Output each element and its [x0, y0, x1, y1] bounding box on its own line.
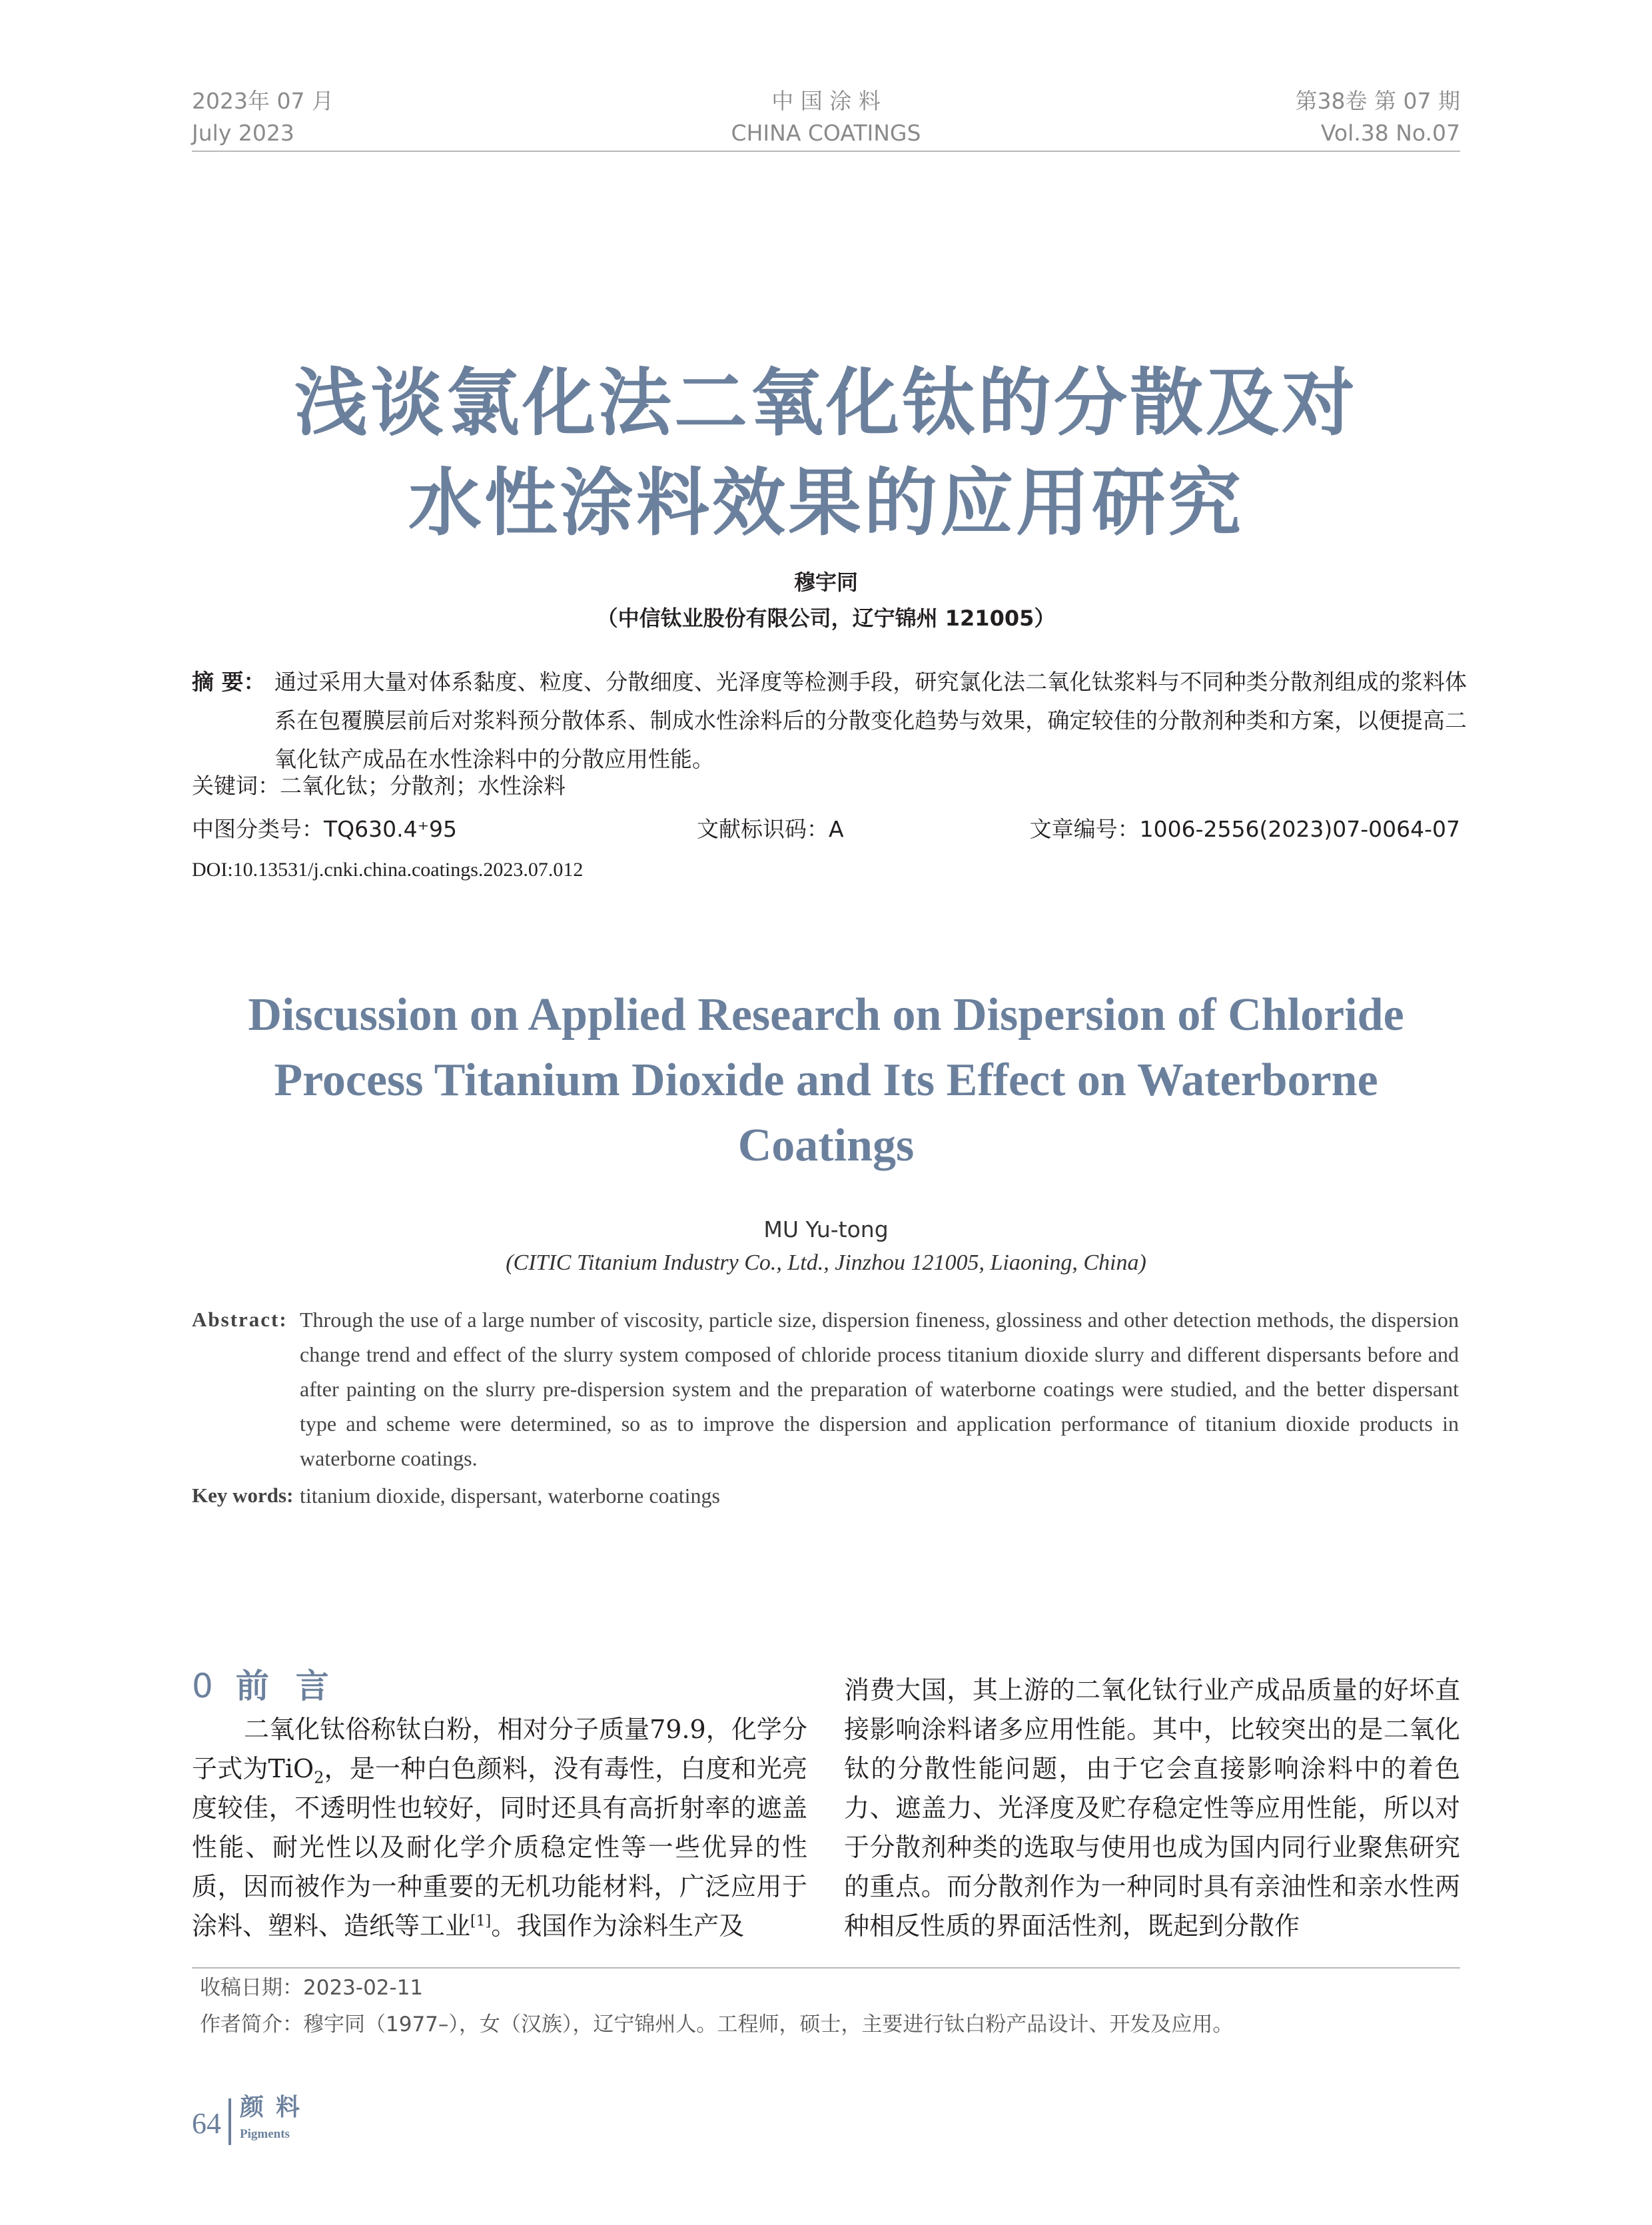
article-number: 文章编号：1006-2556(2023)07-0064-07 [1029, 816, 1460, 842]
header-journal-zh: 中 国 涂 料 [771, 88, 881, 114]
section-title: 前言 [235, 1667, 356, 1705]
clc-number: 中图分类号：TQ630.4⁺95 [192, 816, 458, 842]
header-date-zh: 2023年 07 月 [192, 88, 334, 114]
header-date [192, 85, 334, 149]
title-en-line3: Coatings [737, 1120, 915, 1171]
footnote-divider [192, 1967, 1460, 1969]
author-bio: 作者简介：穆宇同（1977–），女（汉族），辽宁锦州人。工程师，硕士，主要进行钛白粉产品设计、开发及应用。 [200, 2012, 1234, 2036]
section-number: 0 [192, 1667, 213, 1705]
keywords-en-label: Key words: [192, 1484, 294, 1507]
keywords-en-text: titanium dioxide, dispersant, waterborne coatings [300, 1484, 720, 1508]
author-en: MU Yu-tong [763, 1216, 889, 1242]
citation-ref[interactable]: [1] [470, 1913, 492, 1930]
received-date: 收稿日期：2023-02-11 [200, 1976, 424, 2000]
author-zh: 穆宇同 [793, 570, 858, 595]
abstract-en-text: Through the use of a large number of viscosity, particle size, dispersion fineness, glossiness and other detection methods, the dispersion change trend and effect of the slurry system composed of chloride process titanium dioxide slurry and different dispersants before and after painting on the slurry pre-dispersion system and the preparation of waterborne coatings were studied, and the better dispersant type and scheme were determined, so as to improve the dispersion and application performance of titanium dioxide products in waterborne coatings. [300, 1308, 1459, 1470]
header-volume-en: Vol.38 No.07 [1320, 120, 1460, 146]
footer-journal-en: Pigments [240, 2127, 290, 2141]
header-volume [1296, 85, 1460, 149]
header-journal [693, 85, 959, 149]
body-left-part1: 二氧化钛俗称钛白粉，相对分子质量79.9，化学分子式为TiO [192, 1715, 807, 1783]
body-column-right: 消费大国，其上游的二氧化钛行业产成品质量的好坏直接影响涂料诸多应用性能。其中，比较突出的是二氧化钛的分散性能问题，由于它会直接影响涂料中的着色力、遮盖力、光泽度及贮存稳定性等应用性能，所以对于分散剂种类的选取与使用也成为国内同行业聚焦研究的重点。而分散剂作为一种同时具有亲油性和亲水性两种相反性质的界面活性剂，既起到分散作 [844, 1675, 1460, 1941]
header-date-en: July 2023 [192, 120, 294, 146]
footer-divider [228, 2098, 231, 2145]
abstract-zh-text: 通过采用大量对体系黏度、粒度、分散细度、光泽度等检测手段，研究氯化法二氧化钛浆料与不同种类分散剂组成的浆料体系在包覆膜层前后对浆料预分散体系、制成水性涂料后的分散变化趋势与效果，确定较佳的分散剂种类和方案，以便提高二氧化钛产成品在水性涂料中的分散应用性能。 [274, 669, 1467, 772]
title-zh [133, 353, 1519, 553]
tio2-subscript: 2 [314, 1768, 324, 1787]
abstract-en-label: Abstract: [192, 1308, 288, 1331]
section-heading [192, 1663, 356, 1709]
title-zh-line1: 浅谈氯化法二氧化钛的分散及对 [294, 360, 1358, 446]
body-column-left [192, 1710, 807, 1946]
page-number: 64 [192, 2107, 221, 2140]
header-journal-en: CHINA COATINGS [731, 120, 921, 146]
affiliation-zh: （中信钛业股份有限公司，辽宁锦州 121005） [596, 606, 1056, 631]
classification-row [192, 813, 1460, 846]
title-zh-line2: 水性涂料效果的应用研究 [408, 460, 1244, 546]
body-left-part3: 。我国作为涂料生产及 [491, 1911, 745, 1941]
abstract-zh-label: 摘 要： [192, 669, 266, 695]
footer-journal-zh: 颜料 [240, 2094, 312, 2121]
title-en-line2: Process Titanium Dioxide and Its Effect on Waterborne [274, 1055, 1378, 1106]
title-en-line1: Discussion on Applied Research on Dispersion of Chloride [248, 989, 1404, 1041]
doi: DOI:10.13531/j.cnki.china.coatings.2023.07.012 [192, 859, 584, 881]
header-volume-zh: 第38卷 第 07 期 [1295, 88, 1460, 114]
document-code: 文献标识码：A [697, 816, 844, 842]
body-left-part2: ，是一种白色颜料，没有毒性，白度和光亮度较佳，不透明性也较好，同时还具有高折射率的遮盖性能、耐光性以及耐化学介质稳定性等一些优异的性质，因而被作为一种重要的无机功能材料，广泛应用于涂料、塑料、造纸等工业 [192, 1754, 807, 1941]
keywords-zh: 关键词：二氧化钛；分散剂；水性涂料 [192, 773, 566, 799]
affiliation-en: (CITIC Titanium Industry Co., Ltd., Jinzhou 121005, Liaoning, China) [506, 1250, 1146, 1275]
title-en [173, 983, 1479, 1178]
header-divider [192, 151, 1460, 152]
